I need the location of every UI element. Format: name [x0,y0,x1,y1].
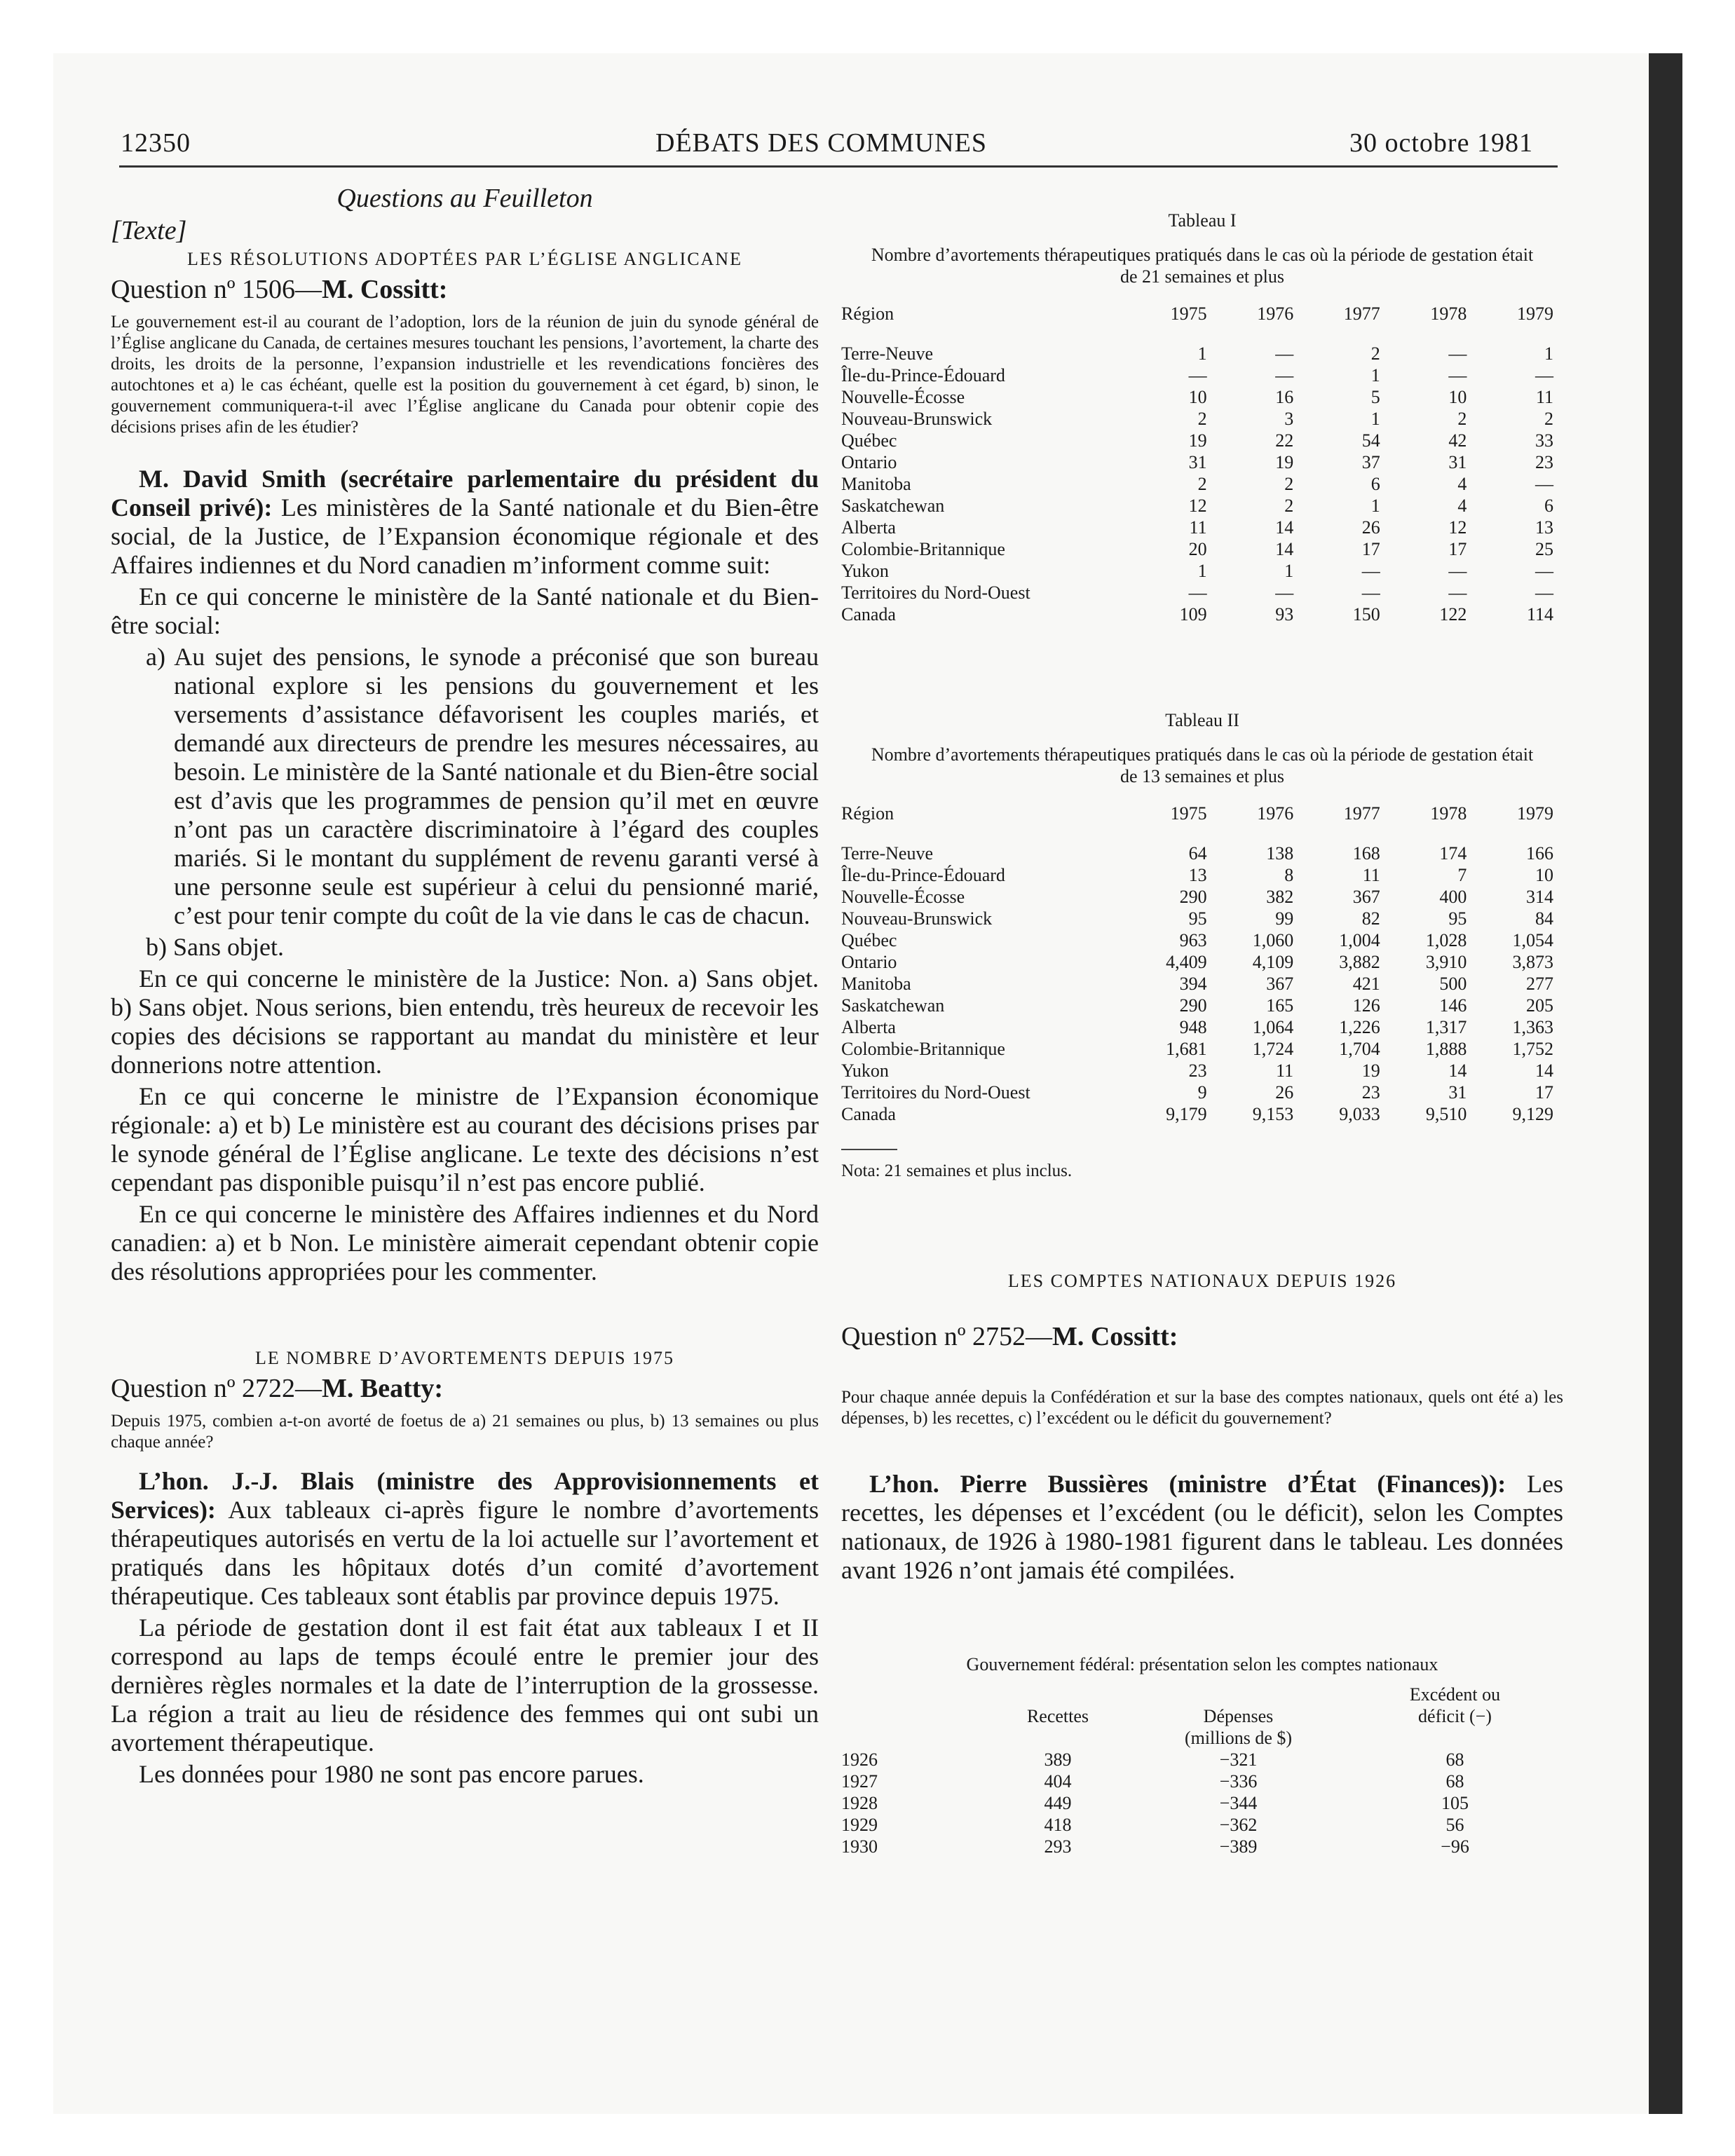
value-cell: 1,004 [1339,930,1380,950]
table-row [841,908,1563,929]
table-row [841,408,1563,430]
value-cell: 4 [1457,496,1467,516]
q3-text: Pour chaque année depuis la Confédération et sur la base des comptes nationaux, quels ont été a) les dépenses, b) les recettes, c) l’excédent ou le déficit du gouvernement? [841,1388,1563,1428]
table-row [841,1770,1563,1792]
value-cell: 418 [1044,1815,1072,1835]
value-cell: −336 [1219,1771,1258,1792]
value-cell: 2 [1370,343,1380,364]
value-cell: 1,064 [1252,1017,1294,1037]
value-cell: 54 [1361,430,1380,451]
value-cell: 9,510 [1425,1104,1467,1124]
table1-col-header: 1976 [1257,303,1294,324]
a1-p2: En ce qui concerne le ministère de la Justice: Non. a) Sans objet. b) Sans objet. Nous serions, bien entendu, très heureux de recevoir les copies des décisions se rapportant au mandat du ministère et leur donnerions notre attention. [111,964,819,1079]
value-cell: — [1188,365,1207,386]
region-cell: Colombie-Britannique [841,1039,1005,1059]
region-cell: Canada [841,1104,896,1124]
value-cell: 1,363 [1512,1017,1553,1037]
region-cell: Yukon [841,1060,889,1081]
table1-caption: Nombre d’avortements thérapeutiques pratiqués dans le cas où la période de gestation était de 21 semaines et plus [871,245,1534,287]
value-cell: 146 [1439,995,1467,1016]
table-row [841,929,1563,951]
a1-pb: b) Sans objet. [146,933,284,961]
value-cell: 2 [1197,474,1207,494]
table-row [841,538,1563,560]
value-cell: 20 [1188,539,1207,559]
table1-col-header: 1978 [1430,303,1467,324]
section-title: Questions au Feuilleton [336,184,593,213]
table-row [841,1836,1563,1857]
page-date: 30 octobre 1981 [1349,128,1533,158]
table2-col-header: 1978 [1430,803,1467,824]
value-cell: 5 [1370,387,1380,407]
value-cell: 23 [1188,1060,1207,1081]
year-cell: 1926 [841,1749,878,1770]
value-cell: 7 [1457,865,1467,885]
region-cell: Nouvelle-Écosse [841,887,965,907]
value-cell: 19 [1188,430,1207,451]
value-cell: — [1188,582,1207,603]
value-cell: 1 [1544,343,1553,364]
value-cell: 31 [1188,452,1207,472]
value-cell: 68 [1445,1749,1464,1770]
table3-h-unit: (millions de $) [1184,1728,1293,1748]
region-cell: Ontario [841,452,897,472]
value-cell: 25 [1535,539,1553,559]
value-cell: 33 [1535,430,1553,451]
publication-title: DÉBATS DES COMMUNES [655,128,987,158]
region-cell: Québec [841,930,897,950]
year-cell: 1929 [841,1815,878,1835]
value-cell: 11 [1189,517,1207,538]
value-cell: 14 [1275,517,1294,538]
value-cell: 95 [1448,908,1467,929]
value-cell: 277 [1526,974,1553,994]
value-cell: 13 [1188,865,1207,885]
region-cell: Nouveau-Brunswick [841,409,993,429]
value-cell: 1 [1284,561,1294,581]
value-cell: — [1361,561,1380,581]
table3-h-recettes: Recettes [1026,1706,1089,1726]
value-cell: 367 [1266,974,1294,994]
value-cell: 9,179 [1166,1104,1207,1124]
table1-col-header: Région [841,303,894,324]
table-row [841,495,1563,517]
q2-member: M. Beatty: [322,1374,444,1403]
value-cell: — [1361,582,1380,603]
table1-col-header: 1977 [1343,303,1380,324]
region-cell: Canada [841,604,896,625]
a1-intro: Les ministères de la Santé nationale et du Bien-être social, de la Justice, de l’Expansion économique régionale et des Affaires indiennes et du Nord canadien m’informent comme suit: [111,493,819,579]
value-cell: 23 [1535,452,1553,472]
value-cell: — [1448,343,1467,364]
q3-heading: LES COMPTES NATIONAUX DEPUIS 1926 [1007,1271,1397,1291]
table-row [841,364,1563,386]
value-cell: 9 [1197,1082,1207,1103]
value-cell: 3,882 [1339,952,1380,972]
value-cell: 138 [1266,843,1294,864]
value-cell: 9,129 [1512,1104,1553,1124]
value-cell: 14 [1448,1060,1467,1081]
value-cell: 26 [1275,1082,1294,1103]
value-cell: 382 [1266,887,1294,907]
value-cell: 12 [1188,496,1207,516]
table2-caption: Nombre d’avortements thérapeutiques pratiqués dans le cas où la période de gestation était de 13 semaines et plus [871,744,1534,786]
value-cell: — [1535,561,1553,581]
value-cell: 1,888 [1425,1039,1467,1059]
table-row [841,973,1563,995]
value-cell: 389 [1044,1749,1072,1770]
region-cell: Manitoba [841,974,911,994]
value-cell: — [1275,582,1294,603]
value-cell: 56 [1445,1815,1464,1835]
value-cell: 174 [1439,843,1467,864]
q3-member: M. Cossitt: [1052,1322,1178,1351]
table3-header-row [841,1684,1563,1749]
table-row [841,995,1563,1016]
value-cell: 421 [1352,974,1380,994]
value-cell: 42 [1448,430,1467,451]
table-row [841,582,1563,603]
region-cell: Ontario [841,952,897,972]
value-cell: 6 [1544,496,1553,516]
a3-speaker: L’hon. Pierre Bussières (ministre d’État (Finances)): [869,1470,1506,1498]
q1-text: Le gouvernement est-il au courant de l’adoption, lors de la réunion de juin du synode général de l’Église anglicane du Canada, de certaines mesures touchant les pensions, l’avortement, la charte des droits, les droits de la personne, l’expansion industrielle et les revendications foncières des autochtones et a) le cas échéant, quelle est la position du gouvernement à cet égard, b) sinon, le gouvernement communiquera-t-il avec l’Église anglicane du Canada pour obtenir copie des décisions prises afin de les étudier? [111,313,819,437]
region-cell: Terre-Neuve [841,343,933,364]
region-cell: Saskatchewan [841,496,945,516]
value-cell: 122 [1439,604,1467,625]
right-column [841,179,1563,1857]
table2-col-header: 1977 [1343,803,1380,824]
table2-col-header: 1975 [1170,803,1207,824]
table-row [841,430,1563,451]
value-cell: 14 [1275,539,1294,559]
value-cell: 449 [1044,1793,1072,1813]
value-cell: 68 [1445,1771,1464,1792]
table2-col-header: Région [841,803,894,824]
value-cell: 109 [1179,604,1207,625]
value-cell: 2 [1284,474,1294,494]
region-cell: Yukon [841,561,889,581]
value-cell: 314 [1526,887,1553,907]
left-column [111,179,819,1792]
scan-edge [1649,53,1682,2114]
table-row [841,343,1563,364]
value-cell: 12 [1448,517,1467,538]
value-cell: — [1448,582,1467,603]
q2-number: Question nº 2722— [111,1374,322,1403]
q1-member: M. Cossitt: [322,275,448,304]
value-cell: 500 [1439,974,1467,994]
value-cell: 165 [1266,995,1294,1016]
value-cell: 114 [1526,604,1553,625]
table3-h-depenses: Dépenses (millions de $) [1184,1706,1293,1748]
value-cell: 4,109 [1252,952,1294,972]
table2-note: Nota: 21 semaines et plus inclus. [841,1161,1073,1180]
texte-tag: [Texte] [111,216,187,245]
table2 [841,803,1563,1125]
value-cell: 400 [1439,887,1467,907]
q3-number: Question nº 2752— [841,1322,1052,1351]
value-cell: 394 [1179,974,1207,994]
value-cell: 1 [1197,343,1207,364]
a2-p2: Les données pour 1980 ne sont pas encore parues. [139,1760,644,1788]
value-cell: 1 [1370,409,1380,429]
value-cell: 16 [1275,387,1294,407]
value-cell: 126 [1352,995,1380,1016]
value-cell: 10 [1535,865,1553,885]
table-row [841,842,1563,864]
table1 [841,303,1563,625]
value-cell: 105 [1441,1793,1469,1813]
value-cell: 2 [1544,409,1553,429]
region-cell: Colombie-Britannique [841,539,1005,559]
table2-header-row [841,803,1563,842]
table-row [841,1016,1563,1038]
region-cell: Île-du-Prince-Édouard [841,865,1005,885]
value-cell: 1,317 [1425,1017,1467,1037]
value-cell: 11 [1535,387,1553,407]
table-row [841,517,1563,538]
value-cell: 1,752 [1512,1039,1553,1059]
value-cell: 1,226 [1339,1017,1380,1037]
table1-header-row [841,303,1563,343]
value-cell: 1 [1197,561,1207,581]
q1-number: Question nº 1506— [111,275,322,304]
value-cell: 1 [1370,365,1380,386]
q1-heading: LES RÉSOLUTIONS ADOPTÉES PAR L’ÉGLISE ANGLICANE [187,249,742,269]
a1-p4: En ce qui concerne le ministère des Affaires indiennes et du Nord canadien: a) et b Non. Le ministère aimerait cependant obtenir copie des résolutions appropriées pour les commenter. [111,1200,819,1285]
value-cell: 2 [1284,496,1294,516]
a1-speaker: M. David Smith (secrétaire parlementaire du président du Conseil privé): [111,465,819,521]
table-row [841,1103,1563,1125]
value-cell: 4,409 [1166,952,1207,972]
value-cell: 84 [1535,908,1553,929]
value-cell: 4 [1457,474,1467,494]
value-cell: 3 [1284,409,1294,429]
value-cell: 948 [1179,1017,1207,1037]
value-cell: −344 [1219,1793,1258,1813]
region-cell: Île-du-Prince-Édouard [841,365,1005,386]
value-cell: 290 [1179,995,1207,1016]
table2-col-header: 1979 [1517,803,1553,824]
region-cell: Alberta [841,517,896,538]
value-cell: 9,153 [1252,1104,1294,1124]
value-cell: 367 [1352,887,1380,907]
value-cell: 19 [1275,452,1294,472]
q2-question-line [111,1373,819,1404]
region-cell: Alberta [841,1017,896,1037]
table1-col-header: 1975 [1170,303,1207,324]
table-row [841,1060,1563,1082]
region-cell: Territoires du Nord-Ouest [841,582,1030,603]
value-cell: 22 [1275,430,1294,451]
a1-intro-paragraph [111,465,819,580]
a1-p1: En ce qui concerne le ministère de la Santé nationale et du Bien-être social: [111,582,819,639]
value-cell: 3,910 [1425,952,1467,972]
value-cell: 10 [1188,387,1207,407]
value-cell: — [1448,561,1467,581]
table-row [841,951,1563,973]
a1-pa: a) Au sujet des pensions, le synode a préconisé que son bureau national explore si les pensions du gouvernement et les versements d’assistance défavorisent les couples mariés, et demandé aux directeurs de prendre les mesures nécessaires, au besoin. Le ministère de la Santé nationale et du Bien-être social est d’avis que les programmes de pension qu’il met en œuvre n’ont pas un caractère discriminatoire à l’égard des couples mariés. Si le montant du supplément de revenu garanti versé à une personne seule est supérieur à celui du pensionné marié, c’est pour tenir compte du coût de la vie dans le cas de chacun. [146,643,819,929]
year-cell: 1930 [841,1836,878,1857]
value-cell: — [1535,474,1553,494]
value-cell: 17 [1448,539,1467,559]
a2-intro: Aux tableaux ci-après figure le nombre d’avortements thérapeutiques autorisés en vertu de la loi actuelle sur l’avortement et pratiqués dans les hôpitaux dotés d’un comité d’avortement thérapeutique. Ces tableaux sont établis par province depuis 1975. [111,1496,819,1610]
value-cell: 168 [1352,843,1380,864]
value-cell: 11 [1276,1060,1294,1081]
table-row [841,451,1563,473]
value-cell: 26 [1361,517,1380,538]
value-cell: 64 [1188,843,1207,864]
value-cell: 205 [1526,995,1553,1016]
value-cell: 2 [1197,409,1207,429]
value-cell: 95 [1188,908,1207,929]
value-cell: 1,724 [1252,1039,1294,1059]
value-cell: 13 [1535,517,1553,538]
value-cell: — [1275,365,1294,386]
a3-paragraph [841,1470,1563,1585]
value-cell: 31 [1448,1082,1467,1103]
a2-p1: La période de gestation dont il est fait état aux tableaux I et II correspond au laps de temps écoulé entre le premier jour des dernières règles normales et la date de l’interruption de la grossesse. La région a trait au lieu de résidence des femmes qui ont subi un avortement thérapeutique. [111,1613,819,1756]
value-cell: 963 [1179,930,1207,950]
value-cell: 17 [1535,1082,1553,1103]
region-cell: Québec [841,430,897,451]
value-cell: 1,028 [1425,930,1467,950]
value-cell: — [1535,365,1553,386]
value-cell: — [1448,365,1467,386]
table2-title: Tableau II [1165,710,1239,730]
value-cell: 8 [1284,865,1294,885]
value-cell: 14 [1535,1060,1553,1081]
year-cell: 1928 [841,1793,878,1813]
year-cell: 1927 [841,1771,878,1792]
value-cell: 1,681 [1166,1039,1207,1059]
table-row [841,886,1563,908]
value-cell: 19 [1361,1060,1380,1081]
value-cell: 1,060 [1252,930,1294,950]
value-cell: 23 [1361,1082,1380,1103]
value-cell: 11 [1362,865,1380,885]
a3-text: Les recettes, les dépenses et l’excédent (ou le déficit), selon les Comptes nationaux, de 1926 à 1980-1981 figurent dans le tableau. Les données avant 1926 n’ont jamais été compilées. [841,1470,1563,1584]
table-row [841,864,1563,886]
table-row [841,1082,1563,1103]
value-cell: −389 [1219,1836,1258,1857]
header-rule [119,165,1558,168]
table-row [841,603,1563,625]
q1-question-line [111,274,819,305]
value-cell: 9,033 [1339,1104,1380,1124]
page-number: 12350 [121,128,191,158]
value-cell: 82 [1361,908,1380,929]
q3-question-line [841,1321,1563,1352]
value-cell: 150 [1352,604,1380,625]
value-cell: 290 [1179,887,1207,907]
value-cell: 10 [1448,387,1467,407]
value-cell: 1 [1370,496,1380,516]
value-cell: — [1535,582,1553,603]
region-cell: Manitoba [841,474,911,494]
value-cell: 1,054 [1512,930,1553,950]
value-cell: 17 [1361,539,1380,559]
a2-intro-paragraph [111,1467,819,1611]
value-cell: 404 [1044,1771,1072,1792]
table-row [841,473,1563,495]
value-cell: 6 [1370,474,1380,494]
q2-text: Depuis 1975, combien a-t-on avorté de foetus de a) 21 semaines ou plus, b) 13 semaines ou plus chaque année? [111,1412,819,1452]
region-cell: Nouvelle-Écosse [841,387,965,407]
value-cell: 3,873 [1512,952,1553,972]
value-cell: 166 [1526,843,1553,864]
table-row [841,1749,1563,1770]
table-row [841,1038,1563,1060]
region-cell: Nouveau-Brunswick [841,908,993,929]
value-cell: 2 [1457,409,1467,429]
value-cell: 93 [1275,604,1294,625]
region-cell: Terre-Neuve [841,843,933,864]
region-cell: Territoires du Nord-Ouest [841,1082,1030,1103]
table-row [841,1814,1563,1836]
value-cell: 293 [1044,1836,1072,1857]
a1-p3: En ce qui concerne le ministre de l’Expansion économique régionale: a) et b) Le ministère est au courant des décisions prises par le synode général de l’Église anglicane. Le texte des décisions n’est cependant pas disponible puisqu’il n’est pas encore publié. [111,1082,819,1196]
value-cell: −321 [1219,1749,1258,1770]
value-cell: 31 [1448,452,1467,472]
table3-h-excedent: Excédent ou déficit (−) [1409,1684,1501,1726]
table-row [841,386,1563,408]
table1-col-header: 1979 [1517,303,1553,324]
table1-title: Tableau I [1168,210,1237,231]
table-row [841,560,1563,582]
table3 [841,1684,1563,1857]
table3-caption: Gouvernement fédéral: présentation selon les comptes nationaux [966,1654,1438,1674]
value-cell: −96 [1441,1836,1469,1857]
value-cell: — [1275,343,1294,364]
value-cell: 99 [1275,908,1294,929]
table2-col-header: 1976 [1257,803,1294,824]
table-row [841,1792,1563,1814]
value-cell: 37 [1361,452,1380,472]
note-rule [841,1149,897,1150]
region-cell: Saskatchewan [841,995,945,1016]
q2-heading: LE NOMBRE D’AVORTEMENTS DEPUIS 1975 [254,1348,675,1368]
value-cell: −362 [1219,1815,1258,1835]
a2-speaker: L’hon. J.-J. Blais (ministre des Approvisionnements et Services): [111,1467,819,1524]
value-cell: 1,704 [1339,1039,1380,1059]
